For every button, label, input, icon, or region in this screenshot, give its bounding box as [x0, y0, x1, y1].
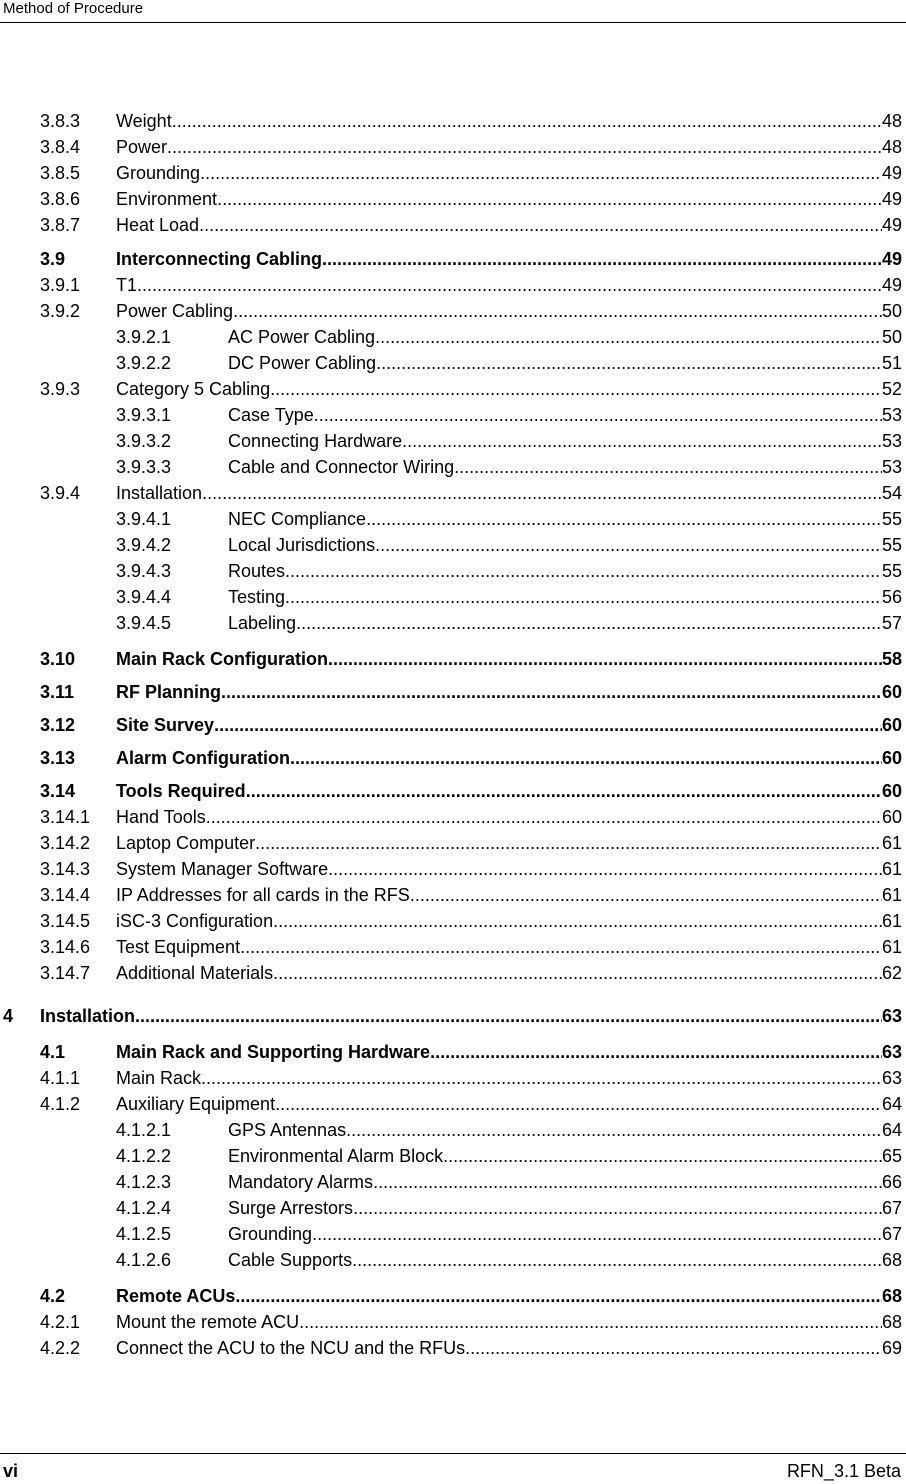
toc-entry-number: 3.14.2 — [40, 833, 91, 853]
toc-entry-number: 4.1.2.1 — [116, 1120, 172, 1140]
toc-dot-leader — [454, 457, 882, 478]
toc-entry-number: 3.14.3 — [40, 859, 91, 879]
toc-entry[interactable] — [116, 561, 902, 587]
toc-entry-number: 3.9.3.3 — [116, 457, 172, 477]
header-title: Method of Procedure — [3, 0, 144, 17]
toc-entry-page: 60 — [881, 682, 902, 702]
toc-entry-title: Site Survey — [116, 715, 215, 735]
toc-entry[interactable] — [40, 885, 902, 911]
toc-dot-leader — [443, 1146, 882, 1167]
toc-entry-number: 3.9.3.1 — [116, 405, 172, 425]
toc-entry-title: T1 — [116, 275, 138, 295]
toc-entry[interactable] — [40, 781, 902, 807]
toc-dot-leader — [221, 682, 882, 703]
toc-dot-leader — [402, 431, 882, 452]
toc-entry-page: 53 — [881, 457, 902, 477]
toc-dot-leader — [352, 1250, 882, 1271]
toc-dot-leader — [270, 379, 882, 400]
toc-entry[interactable] — [40, 937, 902, 963]
toc-dot-leader — [312, 1224, 882, 1245]
toc-entry-title: Grounding — [116, 163, 201, 183]
toc-entry-title: Alarm Configuration — [116, 748, 290, 768]
toc-entry-page: 57 — [881, 613, 902, 633]
toc-entry[interactable] — [116, 1146, 902, 1172]
toc-entry-number: 3.14.4 — [40, 885, 91, 905]
toc-entry-title: RF Planning — [116, 682, 221, 702]
toc-entry-page: 63 — [881, 1068, 902, 1088]
toc-entry-page: 52 — [881, 379, 902, 399]
toc-entry-number: 3.14.1 — [40, 807, 91, 827]
toc-entry-title: GPS Antennas — [228, 1120, 347, 1140]
toc-entry[interactable] — [116, 405, 902, 431]
toc-dot-leader — [167, 137, 882, 158]
toc-entry-title: Heat Load — [116, 215, 200, 235]
toc-entry-number: 3.14.7 — [40, 963, 91, 983]
toc-entry-page: 56 — [881, 587, 902, 607]
toc-entry[interactable] — [40, 379, 902, 405]
toc-entry-title: Surge Arrestors — [228, 1198, 354, 1218]
toc-entry-page: 68 — [881, 1312, 902, 1332]
toc-entry-title: Connecting Hardware — [228, 431, 403, 451]
toc-entry-title: Additional Materials — [116, 963, 274, 983]
toc-entry-page: 61 — [881, 859, 902, 879]
toc-entry-page: 53 — [881, 405, 902, 425]
toc-entry-number: 3.9.2.2 — [116, 353, 172, 373]
toc-entry-number: 3.14 — [40, 781, 76, 801]
toc-entry-title: Interconnecting Cabling — [116, 249, 323, 269]
toc-entry-number: 4.1.2.2 — [116, 1146, 172, 1166]
toc-entry[interactable] — [40, 682, 902, 708]
toc-entry-number: 3.9.2.1 — [116, 327, 172, 347]
toc-entry-number: 4.1.2.4 — [116, 1198, 172, 1218]
toc-entry-number: 4 — [3, 1006, 14, 1026]
toc-entry-title: NEC Compliance — [228, 509, 367, 529]
toc-entry-page: 49 — [881, 189, 902, 209]
toc-entry-number: 3.8.4 — [40, 137, 81, 157]
toc-entry-title: Local Jurisdictions — [228, 535, 376, 555]
toc-dot-leader — [246, 781, 882, 802]
toc-dot-leader — [366, 509, 882, 530]
toc-entry-number: 3.8.5 — [40, 163, 81, 183]
toc-entry-number: 3.8.6 — [40, 189, 81, 209]
toc-entry-page: 50 — [881, 301, 902, 321]
toc-dot-leader — [273, 963, 882, 984]
toc-entry[interactable] — [116, 1120, 902, 1146]
toc-dot-leader — [202, 483, 882, 504]
toc-entry-title: Category 5 Cabling — [116, 379, 271, 399]
toc-entry-title: Mount the remote ACU — [116, 1312, 300, 1332]
toc-entry-title: Main Rack — [116, 1068, 202, 1088]
toc-entry-page: 55 — [881, 509, 902, 529]
toc-entry[interactable] — [40, 748, 902, 774]
toc-entry-page: 68 — [881, 1286, 902, 1306]
toc-entry-title: Tools Required — [116, 781, 246, 801]
toc-entry[interactable] — [40, 1042, 902, 1068]
toc-entry-title: Connect the ACU to the NCU and the RFUs — [116, 1338, 466, 1358]
toc-entry[interactable] — [116, 613, 902, 639]
toc-entry-number: 3.11 — [40, 682, 75, 702]
toc-dot-leader — [296, 613, 882, 634]
toc-entry-title: Hand Tools — [116, 807, 206, 827]
toc-dot-leader — [240, 937, 882, 958]
page-footer — [0, 1453, 906, 1484]
toc-entry[interactable] — [116, 1172, 902, 1198]
toc-entry-page: 58 — [881, 649, 902, 669]
toc-entry-title: Remote ACUs — [116, 1286, 236, 1306]
toc-entry-page: 63 — [881, 1042, 902, 1062]
toc-entry-number: 4.2.2 — [40, 1338, 81, 1358]
toc-entry[interactable] — [40, 483, 902, 509]
toc-entry[interactable] — [116, 587, 902, 613]
toc-dot-leader — [465, 1338, 882, 1359]
toc-dot-leader — [328, 649, 882, 670]
toc-dot-leader — [314, 405, 882, 426]
toc-entry-title: Test Equipment — [116, 937, 241, 957]
toc-entry[interactable] — [40, 963, 902, 989]
toc-entry-page: 49 — [881, 249, 902, 269]
toc-entry[interactable] — [116, 327, 902, 353]
footer-doc-id: RFN_3.1 Beta — [786, 1461, 901, 1481]
toc-entry[interactable] — [116, 457, 902, 483]
toc-dot-leader — [135, 1006, 882, 1027]
toc-entry-number: 3.10 — [40, 649, 76, 669]
toc-entry[interactable] — [40, 189, 902, 215]
toc-entry[interactable] — [116, 1250, 902, 1276]
toc-entry[interactable] — [40, 833, 902, 859]
toc-entry[interactable] — [116, 535, 902, 561]
toc-dot-leader — [172, 111, 882, 132]
toc-entry-number: 3.8.7 — [40, 215, 81, 235]
toc-entry-number: 3.9.4.4 — [116, 587, 172, 607]
toc-entry-page: 50 — [881, 327, 902, 347]
toc-entry-page: 69 — [881, 1338, 902, 1358]
toc-entry-number: 4.1.2.5 — [116, 1224, 172, 1244]
toc-entry-page: 60 — [881, 715, 902, 735]
toc-entry-number: 3.9.4 — [40, 483, 81, 503]
toc-entry-number: 3.12 — [40, 715, 76, 735]
toc-entry-page: 61 — [881, 911, 902, 931]
toc-entry[interactable] — [40, 1312, 902, 1338]
toc-dot-leader — [373, 1172, 882, 1193]
toc-entry-title: Grounding — [228, 1224, 313, 1244]
toc-entry[interactable] — [116, 1198, 902, 1224]
toc-dot-leader — [299, 1312, 882, 1333]
toc-entry-page: 49 — [881, 215, 902, 235]
toc-entry-title: Main Rack Configuration — [116, 649, 329, 669]
toc-entry[interactable] — [40, 859, 902, 885]
toc-dot-leader — [375, 327, 882, 348]
toc-entry-title: Power Cabling — [116, 301, 234, 321]
toc-entry-title: Case Type — [228, 405, 314, 425]
toc-entry-title: Environmental Alarm Block — [228, 1146, 444, 1166]
toc-dot-leader — [290, 748, 882, 769]
toc-dot-leader — [328, 859, 882, 880]
toc-dot-leader — [275, 1094, 882, 1115]
toc-entry-page: 62 — [881, 963, 902, 983]
toc-entry[interactable] — [116, 509, 902, 535]
toc-entry-title: Auxiliary Equipment — [116, 1094, 276, 1114]
toc-entry[interactable] — [40, 249, 902, 275]
toc-entry-number: 4.1 — [40, 1042, 66, 1062]
page-header — [0, 0, 906, 23]
toc-dot-leader — [285, 587, 882, 608]
toc-entry-number: 3.9.4.3 — [116, 561, 172, 581]
toc-entry-page: 54 — [881, 483, 902, 503]
toc-entry-page: 49 — [881, 163, 902, 183]
toc-entry-number: 4.1.1 — [40, 1068, 81, 1088]
toc-entry-title: Installation — [40, 1006, 136, 1026]
toc-dot-leader — [285, 561, 882, 582]
toc-dot-leader — [235, 1286, 882, 1307]
toc-dot-leader — [214, 715, 882, 736]
toc-entry-number: 3.13 — [40, 748, 76, 768]
toc-entry-number: 3.9.3 — [40, 379, 81, 399]
toc-entry-number: 3.8.3 — [40, 111, 81, 131]
toc-entry[interactable] — [40, 275, 902, 301]
toc-entry-page: 63 — [881, 1006, 902, 1026]
toc-entry-title: Weight — [116, 111, 172, 131]
toc-entry-number: 4.1.2.3 — [116, 1172, 172, 1192]
toc-entry-title: Testing — [228, 587, 286, 607]
toc-entry-page: 64 — [881, 1120, 902, 1140]
toc-entry-title: iSC-3 Configuration — [116, 911, 274, 931]
toc-entry-number: 3.9.1 — [40, 275, 81, 295]
toc-entry-page: 65 — [881, 1146, 902, 1166]
toc-entry-page: 51 — [881, 353, 902, 373]
toc-entry-title: Routes — [228, 561, 286, 581]
toc-entry-number: 3.9 — [40, 249, 66, 269]
toc-entry-page: 49 — [881, 275, 902, 295]
toc-entry-number: 3.14.5 — [40, 911, 91, 931]
toc-dot-leader — [199, 215, 882, 236]
toc-entry[interactable] — [40, 1286, 902, 1312]
toc-entry-page: 55 — [881, 535, 902, 555]
toc-entry[interactable] — [40, 715, 902, 741]
toc-entry-page: 61 — [881, 833, 902, 853]
toc-entry-title: Mandatory Alarms — [228, 1172, 374, 1192]
toc-dot-leader — [410, 885, 882, 906]
toc-dot-leader — [137, 275, 882, 296]
toc-entry-page: 48 — [881, 137, 902, 157]
toc-entry-title: Main Rack and Supporting Hardware — [116, 1042, 431, 1062]
toc-entry[interactable] — [116, 353, 902, 379]
toc-dot-leader — [376, 353, 882, 374]
toc-dot-leader — [217, 189, 882, 210]
toc-dot-leader — [255, 833, 882, 854]
toc-dot-leader — [353, 1198, 882, 1219]
toc-entry[interactable] — [40, 911, 902, 937]
toc-entry-number: 4.1.2 — [40, 1094, 81, 1114]
toc-entry-page: 53 — [881, 431, 902, 451]
toc-entry-number: 3.9.4.1 — [116, 509, 172, 529]
toc-entry-number: 3.9.2 — [40, 301, 81, 321]
toc-entry-title: Labeling — [228, 613, 297, 633]
toc-entry[interactable] — [3, 1006, 902, 1032]
toc-entry-title: Power — [116, 137, 168, 157]
toc-entry-page: 66 — [881, 1172, 902, 1192]
toc-entry-page: 60 — [881, 748, 902, 768]
toc-entry-title: IP Addresses for all cards in the RFS — [116, 885, 410, 905]
toc-entry-title: Cable and Connector Wiring — [228, 457, 455, 477]
toc-entry[interactable] — [40, 1094, 902, 1120]
toc-dot-leader — [273, 911, 882, 932]
toc-entry-page: 55 — [881, 561, 902, 581]
toc-entry-title: DC Power Cabling — [228, 353, 377, 373]
footer-page-number: vi — [3, 1461, 19, 1481]
toc-entry[interactable] — [40, 1068, 902, 1094]
toc-entry-page: 61 — [881, 885, 902, 905]
toc-entry[interactable] — [40, 137, 902, 163]
toc-entry-page: 67 — [881, 1224, 902, 1244]
toc-entry[interactable] — [40, 807, 902, 833]
toc-dot-leader — [201, 1068, 882, 1089]
toc-entry-title: Laptop Computer — [116, 833, 256, 853]
toc-entry-page: 68 — [881, 1250, 902, 1270]
toc-entry-page: 67 — [881, 1198, 902, 1218]
toc-entry-number: 3.9.3.2 — [116, 431, 172, 451]
toc-entry[interactable] — [116, 431, 902, 457]
toc-entry-page: 60 — [881, 807, 902, 827]
toc-entry-number: 3.9.4.5 — [116, 613, 172, 633]
toc-entry[interactable] — [40, 163, 902, 189]
toc-entry[interactable] — [40, 301, 902, 327]
toc-dot-leader — [322, 249, 882, 270]
toc-entry[interactable] — [40, 1338, 902, 1364]
toc-entry-page: 64 — [881, 1094, 902, 1114]
toc-entry-page: 48 — [881, 111, 902, 131]
toc-entry[interactable] — [116, 1224, 902, 1250]
toc-entry-number: 4.2.1 — [40, 1312, 81, 1332]
toc-entry[interactable] — [40, 111, 902, 137]
toc-entry-number: 3.14.6 — [40, 937, 91, 957]
toc-dot-leader — [375, 535, 882, 556]
toc-entry-title: AC Power Cabling — [228, 327, 376, 347]
toc-entry[interactable] — [40, 215, 902, 241]
toc-dot-leader — [206, 807, 882, 828]
toc-entry-title: System Manager Software — [116, 859, 329, 879]
toc-entry-title: Environment — [116, 189, 218, 209]
toc-entry[interactable] — [40, 649, 902, 675]
toc-entry-title: Installation — [116, 483, 203, 503]
toc-entry-page: 61 — [881, 937, 902, 957]
toc-dot-leader — [430, 1042, 882, 1063]
toc-entry-number: 4.2 — [40, 1286, 66, 1306]
toc-dot-leader — [233, 301, 882, 322]
toc-dot-leader — [346, 1120, 882, 1141]
toc-dot-leader — [200, 163, 882, 184]
toc-entry-title: Cable Supports — [228, 1250, 353, 1270]
toc-entry-number: 3.9.4.2 — [116, 535, 172, 555]
toc-entry-page: 60 — [881, 781, 902, 801]
toc-entry-number: 4.1.2.6 — [116, 1250, 172, 1270]
